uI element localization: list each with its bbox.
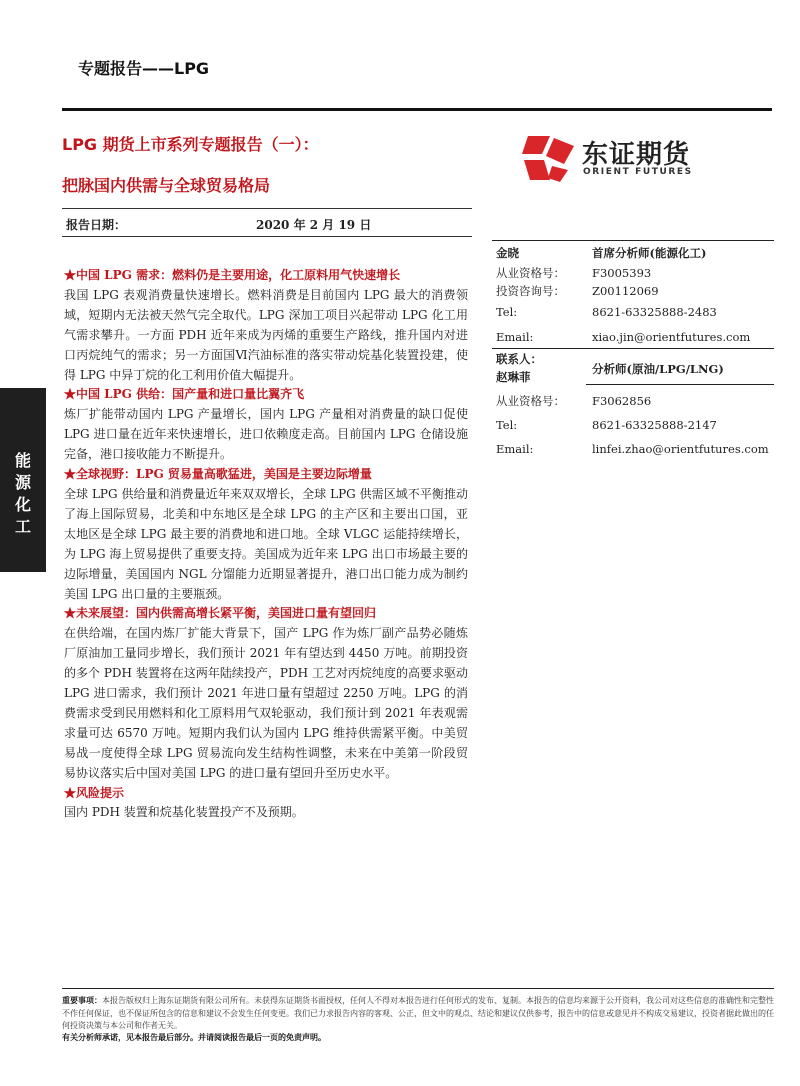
- analyst1-email-row: [496, 326, 774, 348]
- footer-text: 本报告版权归上海东证期货有限公司所有。未获得东证期货书面授权，任何人不得对本报告进行任何形式的发布、复制。本报告的信息均来源于公开资料，我公司对这些信息的准确性和完整性不作任何保证，也不保证所包含的信息和建议不会发生任何变更。我们已力求报告内容的客观、公正，但文中的观点、结论和建议仅供参考，报告中的信息或意见并不构成交易建议，投资者据此做出的任何投资决策与本公司和作者无关。: [62, 996, 774, 1030]
- section-body-risk: 国内 PDH 装置和烷基化装置投产不及预期。: [64, 805, 304, 820]
- logo-english-text: ORIENT FUTURES: [583, 167, 693, 177]
- report-date-label: 报告日期：: [66, 218, 127, 232]
- section-heading-global: ★全球视野：LPG 贸易量高歌猛进，美国是主要边际增量: [64, 467, 372, 482]
- analyst1-consult: Z00112069: [592, 284, 659, 298]
- date-top-divider: [62, 208, 472, 209]
- analyst2-cert-label: 从业资格号：: [496, 394, 565, 408]
- category-sidebar-text: [0, 450, 46, 538]
- category-char-3: 化: [14, 495, 31, 514]
- analyst1-tel-row: [496, 301, 774, 323]
- contact-label: 联系人：: [496, 352, 542, 366]
- section-body-supply: 炼厂扩能带动国内 LPG 产量增长，国内 LPG 产量相对消费量的缺口促使 LPG 进口量在近年来快速增长，进口依赖度走高。目前国内 LPG 仓储设施完备，港口接收能力不断提升。: [64, 407, 468, 462]
- report-title-line1: LPG 期货上市系列专题报告（一）：: [62, 135, 319, 154]
- analyst-top-divider: [492, 240, 774, 241]
- section-heading-demand: ★中国 LPG 需求：燃料仍是主要用途，化工原料用气快速增长: [64, 268, 401, 282]
- report-date-value: 2020 年 2 月 19 日: [256, 218, 372, 232]
- report-type-title: 专题报告——LPG: [78, 59, 210, 78]
- analyst2-tel-label: Tel:: [496, 418, 518, 432]
- section-body-demand: 我国 LPG 表观消费量快速增长。燃料消费是目前国内 LPG 最大的消费领域，短期内无法被天然气完全取代。LPG 深加工项目兴起带动 LPG 化工用气需求攀升。一方面 PDH 近年来成为丙烯的重要生产路线，推升国内对进口丙烷纯气的需求；另一方面国Ⅵ汽油标准的落实带动烷基化装置投建，使得 LPG 中异丁烷的化工利用价值大幅提升。: [64, 287, 468, 382]
- section-heading-risk: ★风险提示: [64, 785, 125, 800]
- section-body-outlook: 在供给端，在国内炼厂扩能大背景下，国产 LPG 作为炼厂副产品势必随炼厂原油加工量同步增长，我们预计 2021 年有望达到 4450 万吨。前期投资的多个 PDH 装置将在这两年陆续投产，PDH 工艺对丙烷纯度的高要求驱动 LPG 进口需求，我们预计 2021 年进口量有望超过 2250 万吨。LPG 的消费需求受到民用燃料和化工原料用气双轮驱动，我们预计到 2021 年表观需求量可达 6570 万吨。短期内我们认为国内 LPG 维持供需紧平衡。中美贸易战一度使得全球 LPG 贸易流向发生结构性调整，未来在中美第一阶段贸易协议落实后中国对美国 LPG 的进口量有望回升至历史水平。: [64, 626, 468, 780]
- orient-futures-logo: [520, 132, 710, 182]
- footer-label: 重要事项：: [62, 995, 102, 1005]
- analyst2-email-row: [496, 438, 774, 460]
- header-divider: [62, 108, 772, 111]
- analyst1-consult-label: 投资咨询号：: [496, 284, 565, 298]
- analyst2-name: 赵琳菲: [496, 370, 531, 384]
- analyst1-role: 首席分析师(能源化工): [592, 246, 707, 260]
- section-heading-supply: ★中国 LPG 供给：国产量和进口量比翼齐飞: [64, 387, 305, 402]
- analyst2-cert-row: [496, 390, 774, 412]
- analyst1-cert-label: 从业资格号：: [496, 266, 565, 280]
- section-heading-outlook: ★未来展望：国内供需高增长紧平衡，美国进口量有望回归: [64, 606, 377, 621]
- report-title-line2: 把脉国内供需与全球贸易格局: [62, 176, 271, 195]
- analyst2-cert: F3062856: [592, 394, 652, 408]
- footer-disclaimer: [62, 994, 774, 1033]
- analyst1-tel: 8621-63325888-2483: [592, 305, 717, 319]
- analyst2-tel-row: [496, 414, 774, 436]
- analyst1-cert: F3005393: [592, 266, 652, 280]
- footer-analyst-note: 有关分析师承诺，见本报告最后部分。并请阅读报告最后一页的免责声明。: [62, 1032, 326, 1042]
- category-char-2: 源: [14, 473, 31, 492]
- analyst1-consult-row: [496, 280, 774, 302]
- section-body-global: 全球 LPG 供给量和消费量近年来双双增长，全球 LPG 供需区域不平衡推动了海上国际贸易，北美和中东地区是全球 LPG 的主产区和主要出口国，亚太地区是全球 LPG 最主要的消费地和进口地。全球 VLGC 运能持续增长，为 LPG 海上贸易提供了重要支持。美国成为近年来 LPG 出口市场最主要的边际增量，美国国内 NGL 分馏能力近期显著提升，港口出口能力成为制约美国 LPG 出口量的主要瓶颈。: [64, 486, 468, 601]
- category-char-1: 能: [14, 451, 31, 470]
- analyst1-name: 金晓: [496, 246, 519, 260]
- analyst1-header: [496, 242, 774, 264]
- logo-mark-icon: [520, 132, 576, 182]
- analyst1-tel-label: Tel:: [496, 305, 518, 319]
- analyst2-role-divider: [586, 384, 774, 385]
- footer-divider: [62, 988, 774, 989]
- analyst2-tel: 8621-63325888-2147: [592, 418, 717, 432]
- logo-chinese-text: 东证期货: [582, 140, 691, 170]
- analyst1-email[interactable]: xiao.jin@orientfutures.com: [592, 330, 751, 344]
- analyst2-role: 分析师(原油/LPG/LNG): [592, 362, 724, 376]
- analyst2-email[interactable]: linfei.zhao@orientfutures.com: [592, 442, 769, 456]
- date-bottom-divider: [62, 236, 472, 237]
- report-summary: [64, 266, 468, 823]
- category-char-4: 工: [14, 517, 31, 536]
- analyst2-email-label: Email:: [496, 442, 534, 456]
- analyst1-email-label: Email:: [496, 330, 534, 344]
